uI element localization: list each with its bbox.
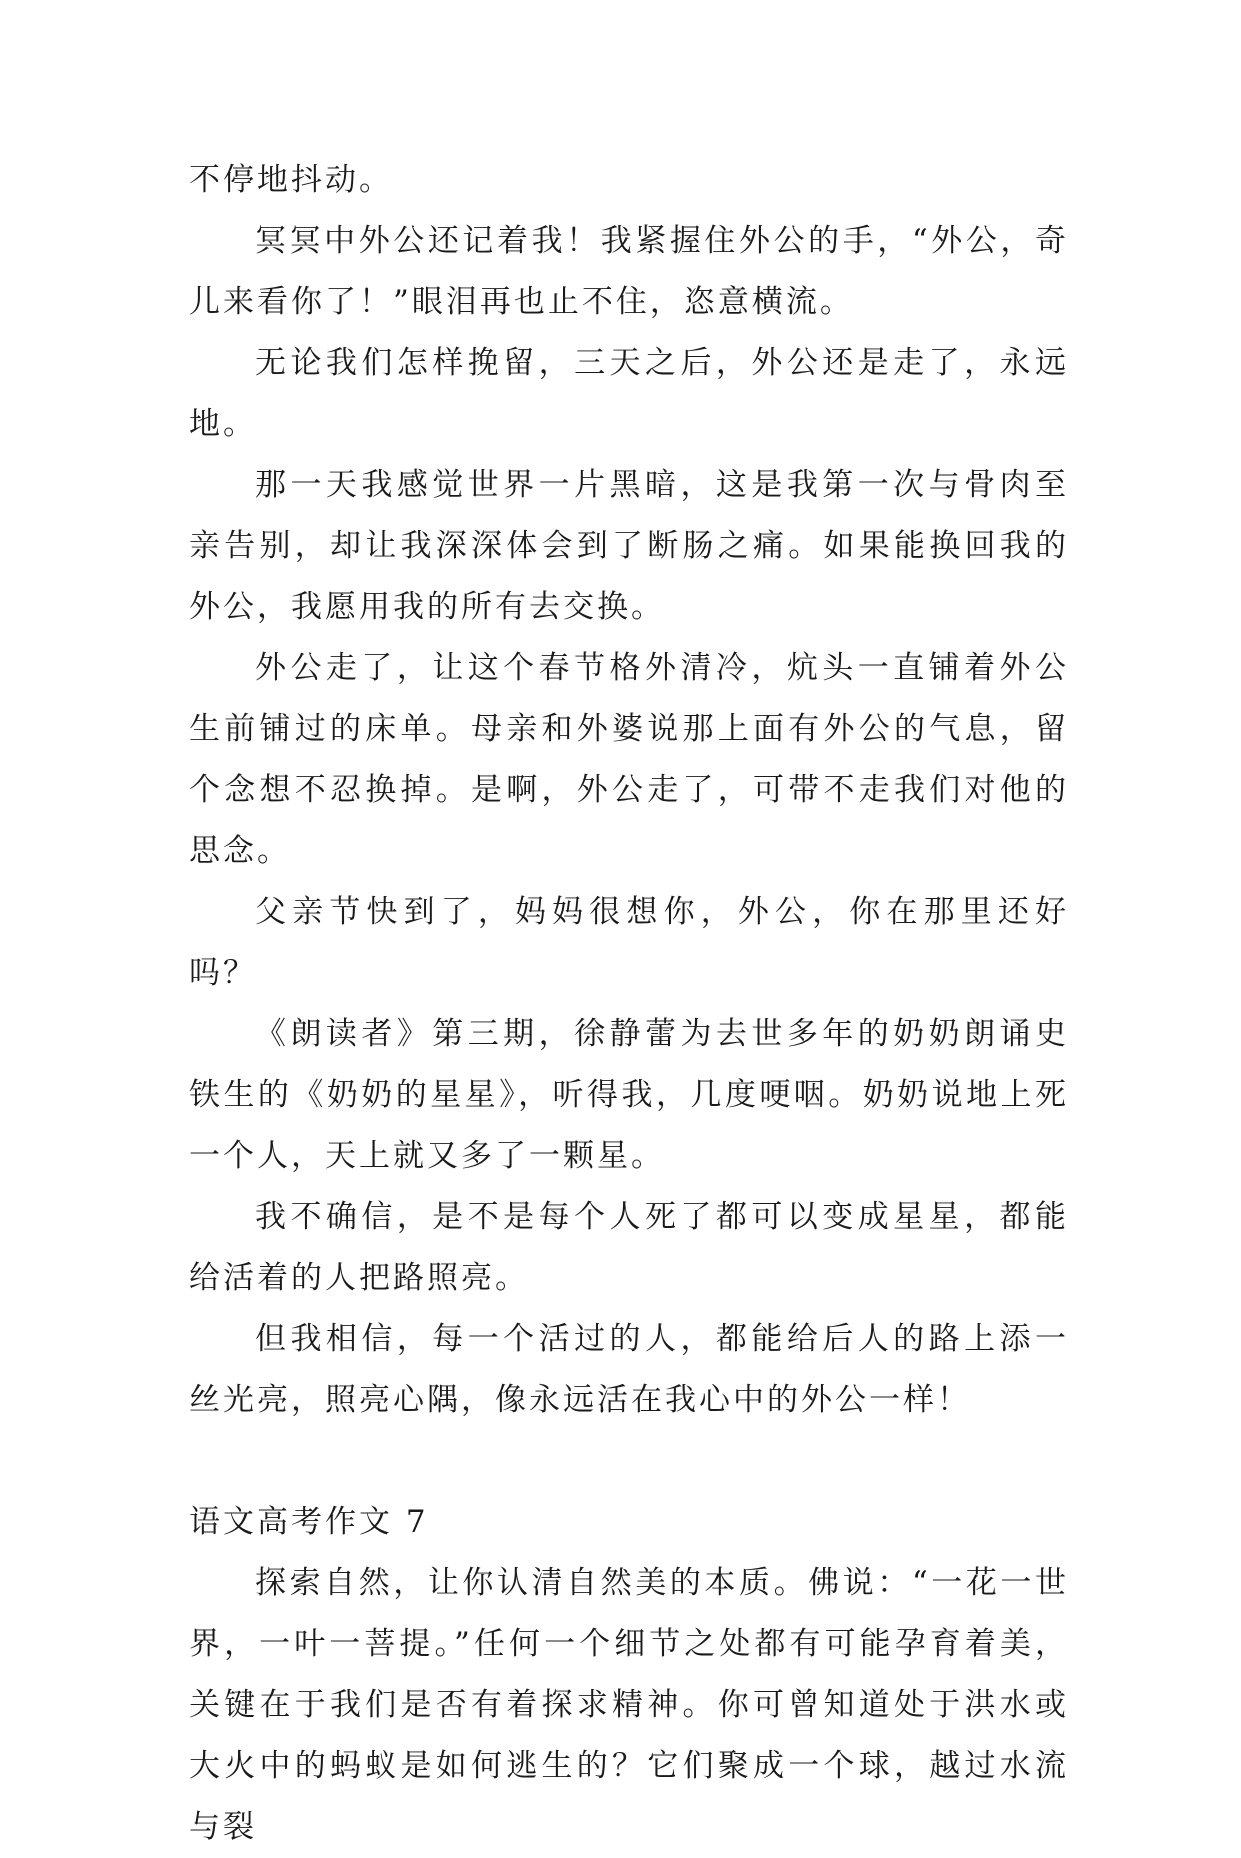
paragraph: 无论我们怎样挽留，三天之后，外公还是走了，永远地。 (189, 345, 1069, 442)
paragraph: 《朗读者》第三期，徐静蕾为去世多年的奶奶朗诵史铁生的《奶奶的星星》，听得我，几度哽咽。奶奶说地上死一个人，天上就又多了一颗星。 (189, 1016, 1069, 1174)
paragraph: 探索自然，让你认清自然美的本质。佛说：“一花一世界，一叶一菩提。”任何一个细节之处都有可能孕育着美，关键在于我们是否有着探求精神。你可曾知道处于洪水或大火中的蚂蚁是如何逃生的？它们聚成一个球，越过水流与裂 (189, 1565, 1069, 1845)
paragraph: 父亲节快到了，妈妈很想你，外公，你在那里还好吗？ (189, 894, 1069, 991)
paragraph: 我不确信，是不是每个人死了都可以变成星星，都能给活着的人把路照亮。 (189, 1199, 1069, 1296)
paragraph: 外公走了，让这个春节格外清冷，炕头一直铺着外公生前铺过的床单。母亲和外婆说那上面有外公的气息，留个念想不忍换掉。是啊，外公走了，可带不走我们对他的思念。 (189, 650, 1069, 869)
paragraph: 不停地抖动。 (189, 162, 393, 198)
section-title: 语文高考作文 7 (189, 1504, 429, 1540)
paragraph: 但我相信，每一个活过的人，都能给后人的路上添一丝光亮，照亮心隅，像永远活在我心中的外公一样！ (189, 1321, 1069, 1418)
document-body (189, 150, 1069, 1858)
paragraph: 冥冥中外公还记着我！我紧握住外公的手，“外公，奇儿来看你了！”眼泪再也止不住，恣意横流。 (189, 223, 1069, 320)
paragraph: 那一天我感觉世界一片黑暗，这是我第一次与骨肉至亲告别，却让我深深体会到了断肠之痛。如果能换回我的外公，我愿用我的所有去交换。 (189, 467, 1069, 625)
